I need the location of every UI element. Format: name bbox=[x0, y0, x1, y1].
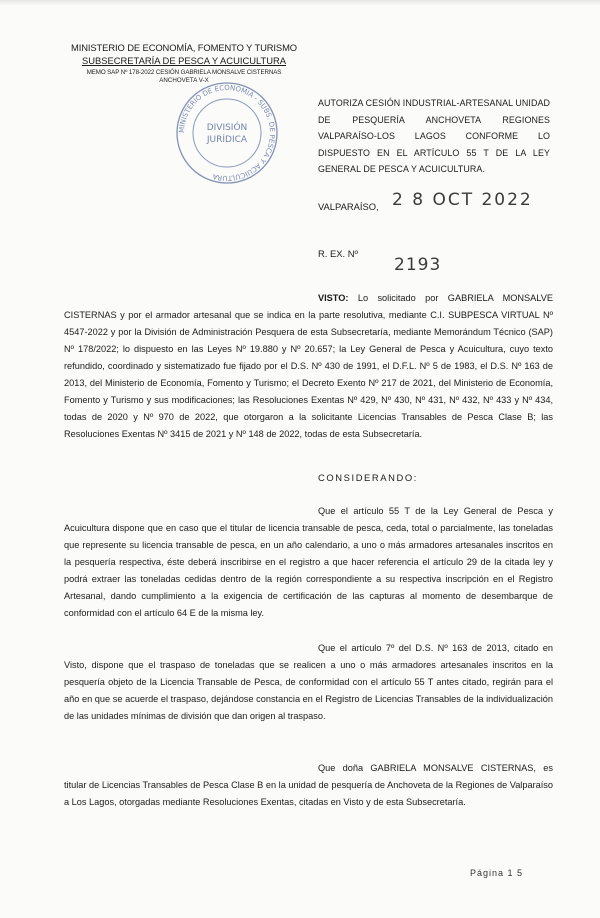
page-number: Página 1 5 bbox=[470, 868, 524, 878]
visto-text: Lo solicitado por GABRIELA MONSALVE CISTERNAS y por el armador artesanal que se indica en la parte resolutiva, mediante C.I. SUBPESCA VIRTUAL Nº 4547-2022 y por la División de Administración Pesquera de esta Subsecretaría, mediante Memorándum Técnico (SAP) Nº 178/2022; lo dispuesto en las Leyes Nº 19.880 y Nº 20.657; la Ley General de Pesca y Acuicultura, cuyo texto refundido, coordinado y sistematizado fue fijado por el D.S. Nº 430 de 1991, el D.F.L. Nº 5 de 1983, el D.S. Nº 163 de 2013, del Ministerio de Economía, Fomento y Turismo; el Decreto Exento Nº 217 de 2021, del Ministerio de Economía, Fomento y Turismo y sus modificaciones; las Resoluciones Exentas Nº 429, Nº 430, Nº 431, Nº 432, Nº 433 y Nº 434, todas de 2020 y Nº 970 de 2022, que otorgaron a la solicitante Licencias Transables de Pesca Clase B; las Resoluciones Exentas Nº 3415 de 2021 y Nº 148 de 2022, todas de esta Subsecretaría. bbox=[64, 293, 553, 439]
considerando-heading: CONSIDERANDO: bbox=[318, 472, 418, 483]
date-stamp: 2 8 OCT 2022 bbox=[392, 190, 533, 210]
place-label: VALPARAÍSO, bbox=[318, 201, 379, 212]
visto-paragraph bbox=[64, 290, 553, 443]
stamp-line1: DIVISIÓN bbox=[206, 123, 248, 133]
resolution-title: AUTORIZA CESIÓN INDUSTRIAL-ARTESANAL UNIDAD DE PESQUERÍA ANCHOVETA REGIONES VALPARAÍSO-LOS LAGOS CONFORME LO DISPUESTO EN EL ARTÍCULO 55 T DE LA LEY GENERAL DE PESCA Y ACUICULTURA. bbox=[318, 98, 550, 174]
resolution-label: R. EX. Nº bbox=[318, 248, 358, 259]
considerando-paragraph-3: Que doña GABRIELA MONSALVE CISTERNAS, es titular de Licencias Transables de Pesca Clase B en la unidad de pesquería de Anchoveta de la Regiones de Valparaíso a Los Lagos, otorgadas mediante Resoluciones Exentas, citadas en Visto y de esta Subsecretaría. bbox=[64, 763, 553, 807]
stamp-line2: JURÍDICA bbox=[206, 135, 248, 145]
visto-label: VISTO: bbox=[318, 293, 349, 303]
scan-edge bbox=[0, 0, 600, 6]
considerando-paragraph-1: Que el artículo 55 T de la Ley General de Pesca y Acuicultura dispone que en caso que el titular de licencia transable de pesca, ceda, total o parcialmente, las toneladas que represente su licencia transable de pesca, en un año calendario, a uno o más armadores artesanales inscritos en la pesquería respectiva, éste deberá inscribirse en el registro a que hacer referencia el artículo 29 de la citada ley y podrá extraer las toneladas cedidas dentro de la región correspondiente a su respectiva inscripción en el Registro Artesanal, dando cumplimiento a la exigencia de certificación de las capturas al momento de desembarque de conformidad con el artículo 64 E de la misma ley. bbox=[64, 506, 553, 618]
considerando-paragraph-2: Que el artículo 7º del D.S. Nº 163 de 2013, citado en Visto, dispone que el traspaso de toneladas que se realicen a uno o más armadores artesanales inscritos en la pesquería objeto de la Licencia Transable de Pesca, de conformidad con el artículo 55 T antes citado, regirán para el año en que se acuerde el traspaso, dejándose constancia en el Registro de Licencias Transables de la individualización de las unidades mínimas de división que dan origen al traspaso. bbox=[64, 643, 553, 721]
memo-reference-2: ANCHOVETA V-X bbox=[159, 77, 209, 84]
stamp-ring-text: MINISTERIO DE ECONOMIA - SUBS. DE PESCA Y ACUICULTURA bbox=[177, 83, 277, 183]
memo-reference: MEMO SAP Nº 178-2022 CESIÓN GABRIELA MONSALVE CISTERNAS bbox=[86, 69, 282, 76]
resolution-number: 2193 bbox=[394, 255, 442, 275]
subsecretary-name: SUBSECRETARÍA DE PESCA Y ACUICULTURA bbox=[81, 55, 287, 66]
division-juridica-stamp bbox=[172, 78, 282, 188]
ministry-name: MINISTERIO DE ECONOMÍA, FOMENTO Y TURISMO bbox=[71, 42, 297, 53]
